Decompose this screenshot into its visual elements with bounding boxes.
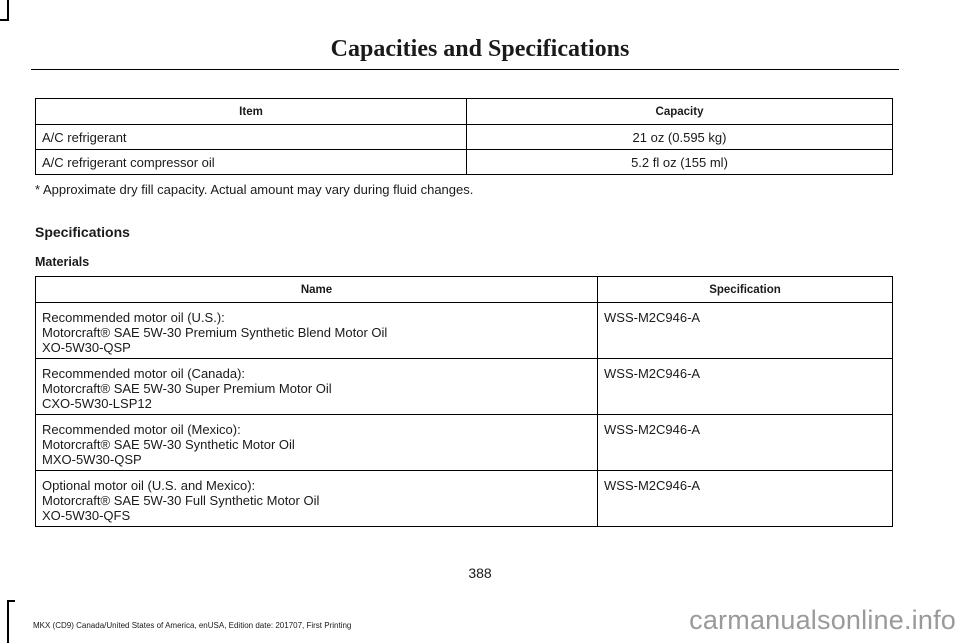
- materials-table: [35, 276, 893, 527]
- page-number: 388: [468, 565, 492, 581]
- name-cell: [36, 415, 598, 471]
- capacity-note: * Approximate dry fill capacity. Actual amount may vary during fluid changes.: [35, 182, 474, 197]
- header-specification: Specification: [598, 277, 893, 303]
- name-line: XO-5W30-QSP: [42, 340, 131, 355]
- edition-footer: MKX (CD9) Canada/United States of America, enUSA, Edition date: 201707, First Printing: [33, 621, 352, 630]
- crop-mark-top-left-v: [7, 0, 9, 20]
- spec-cell: WSS-M2C946-A: [598, 471, 893, 527]
- crop-mark-bottom-left-v: [7, 600, 9, 643]
- name-line: CXO-5W30-LSP12: [42, 396, 152, 411]
- capacity-cell: 5.2 fl oz (155 ml): [467, 150, 893, 175]
- header-name: Name: [36, 277, 598, 303]
- name-line: XO-5W30-QFS: [42, 508, 131, 523]
- capacity-cell: 21 oz (0.595 kg): [467, 125, 893, 150]
- name-line: Motorcraft® SAE 5W-30 Full Synthetic Motor Oil: [42, 493, 320, 508]
- header-item: Item: [36, 99, 467, 125]
- spec-cell: WSS-M2C946-A: [598, 303, 893, 359]
- title-rule: [31, 69, 899, 70]
- table-row: [36, 125, 893, 150]
- item-cell: A/C refrigerant compressor oil: [36, 150, 467, 175]
- name-cell: [36, 471, 598, 527]
- name-line: MXO-5W30-QSP: [42, 452, 142, 467]
- name-line: Optional motor oil (U.S. and Mexico):: [42, 478, 256, 493]
- page-title: Capacities and Specifications: [330, 36, 630, 62]
- table-row: [36, 471, 893, 527]
- table-row: [36, 415, 893, 471]
- name-line: Recommended motor oil (Mexico):: [42, 422, 241, 437]
- name-line: Recommended motor oil (U.S.):: [42, 310, 225, 325]
- name-cell: [36, 303, 598, 359]
- crop-mark-top-left-h: [0, 19, 9, 21]
- name-line: Motorcraft® SAE 5W-30 Synthetic Motor Oil: [42, 437, 295, 452]
- table-row: [36, 359, 893, 415]
- name-cell: [36, 359, 598, 415]
- table-row: [36, 150, 893, 175]
- capacity-table-header: [36, 99, 893, 125]
- table-row: [36, 303, 893, 359]
- name-line: Motorcraft® SAE 5W-30 Premium Synthetic Blend Motor Oil: [42, 325, 388, 340]
- capacity-table: [35, 98, 893, 175]
- crop-mark-bottom-left-h: [7, 600, 15, 602]
- materials-table-header: [36, 277, 893, 303]
- section-heading: Specifications: [35, 224, 130, 240]
- name-line: Motorcraft® SAE 5W-30 Super Premium Motor Oil: [42, 381, 332, 396]
- spec-cell: WSS-M2C946-A: [598, 415, 893, 471]
- section-subheading: Materials: [35, 255, 90, 269]
- spec-cell: WSS-M2C946-A: [598, 359, 893, 415]
- name-line: Recommended motor oil (Canada):: [42, 366, 246, 381]
- watermark: carmanualsonline.info: [689, 605, 956, 635]
- header-capacity: Capacity: [467, 99, 893, 125]
- item-cell: A/C refrigerant: [36, 125, 467, 150]
